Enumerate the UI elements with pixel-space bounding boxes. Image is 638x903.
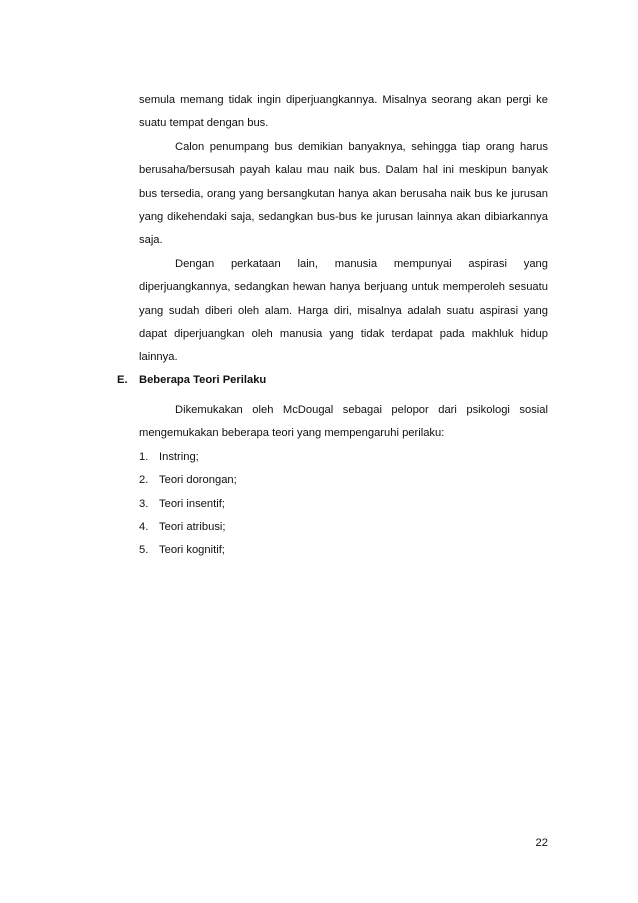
list-text: Teori kognitif; [159, 544, 225, 557]
paragraph-aspiration: Dengan perkataan lain, manusia mempunyai aspirasi yang diperjuangkannya, sedangkan hewan hanya berjuang untuk memperoleh sesuatu yang sudah diberi oleh alam. Harga diri, misalnya adalah suatu aspirasi yang dapat diperjuangkan oleh manusia yang tidak terdapat pada makhluk hidup lainnya. [139, 257, 548, 364]
list-number: 2. [139, 474, 149, 487]
list-number: 3. [139, 497, 149, 510]
list-item [139, 539, 548, 562]
list-item [139, 469, 548, 492]
list-number: 5. [139, 544, 149, 557]
list-text: Teori atribusi; [159, 521, 226, 534]
section-heading [117, 371, 547, 389]
page-number: 22 [535, 837, 548, 849]
list-number: 1. [139, 450, 149, 463]
paragraph-continuation: semula memang tidak ingin diperjuangkannya. Misalnya seorang akan pergi ke suatu tempat dengan bus. [139, 94, 548, 130]
list-item [139, 516, 548, 539]
list-item [139, 493, 548, 516]
list-item [139, 446, 548, 469]
theory-list [139, 446, 548, 563]
body-text [139, 89, 548, 370]
list-text: Instring; [159, 450, 199, 463]
list-number: 4. [139, 521, 149, 534]
list-text: Teori dorongan; [159, 474, 237, 487]
paragraph-bus-example: Calon penumpang bus demikian banyaknya, sehingga tiap orang harus berusaha/bersusah payah kalau mau naik bus. Dalam hal ini meskipun banyak bus tersedia, orang yang bersangkutan hanya akan berusaha naik bus ke jurusan yang dikehendaki saja, sedangkan bus-bus ke jurusan lainnya akan dibiarkannya saja. [139, 140, 548, 247]
section-body [139, 399, 548, 563]
section-letter: E. [117, 374, 128, 386]
section-title: Beberapa Teori Perilaku [139, 374, 267, 386]
section-intro: Dikemukakan oleh McDougal sebagai pelopor dari psikologi sosial mengemukakan beberapa teori yang mempengaruhi perilaku: [139, 404, 548, 440]
list-text: Teori insentif; [159, 497, 225, 510]
